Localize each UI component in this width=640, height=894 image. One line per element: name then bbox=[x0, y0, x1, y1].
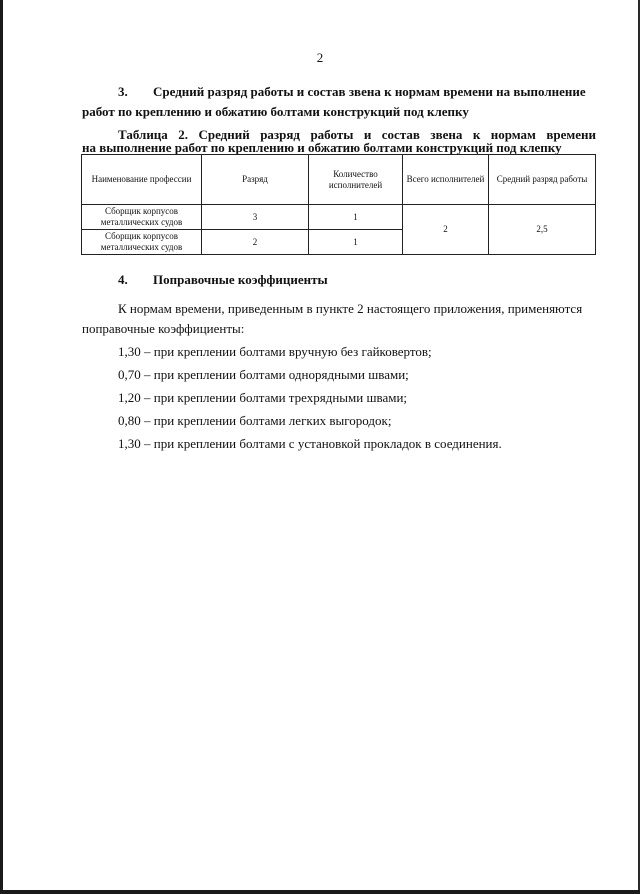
coefficient-item: 1,20 – при креплении болтами трехрядными швами; bbox=[118, 390, 408, 405]
section-4-intro-line1: К нормам времени, приведенным в пункте 2 настоящего приложения, применяются bbox=[118, 301, 583, 316]
crew-composition-table bbox=[81, 154, 596, 255]
cell-count: 1 bbox=[309, 230, 403, 255]
cell-profession: Сборщик корпусов металлических судов bbox=[82, 205, 202, 230]
page-number: 2 bbox=[316, 50, 324, 65]
section-3-number: 3. bbox=[118, 84, 128, 99]
section-3-title-line2: работ по креплению и обжатию болтами конструкций под клепку bbox=[82, 104, 469, 119]
table-header-row bbox=[82, 155, 596, 205]
cell-count: 1 bbox=[309, 205, 403, 230]
header-grade: Разряд bbox=[202, 155, 309, 205]
cell-total: 2 bbox=[403, 205, 489, 255]
header-avg-grade: Средний разряд работы bbox=[489, 155, 596, 205]
cell-avg-grade: 2,5 bbox=[489, 205, 596, 255]
table-caption-line1: Таблица 2. Средний разряд работы и состав звена к нормам времени bbox=[118, 127, 596, 142]
coefficient-item: 0,70 – при креплении болтами однорядными швами; bbox=[118, 367, 409, 382]
cell-profession: Сборщик корпусов металлических судов bbox=[82, 230, 202, 255]
cell-grade: 3 bbox=[202, 205, 309, 230]
scan-edge-bottom bbox=[0, 890, 640, 894]
section-3-title-line1: Средний разряд работы и состав звена к нормам времени на выполнение bbox=[153, 84, 586, 99]
coefficient-item: 0,80 – при креплении болтами легких выгородок; bbox=[118, 413, 392, 428]
header-count: Количество исполнителей bbox=[309, 155, 403, 205]
header-total: Всего исполнителей bbox=[403, 155, 489, 205]
table-row bbox=[82, 205, 596, 230]
coefficient-item: 1,30 – при креплении болтами вручную без гайковертов; bbox=[118, 344, 432, 359]
cell-grade: 2 bbox=[202, 230, 309, 255]
section-4-intro-line2: поправочные коэффициенты: bbox=[82, 321, 245, 336]
table-caption-line2: на выполнение работ по креплению и обжатию болтами конструкций под клепку bbox=[82, 140, 562, 155]
section-4-number: 4. bbox=[118, 272, 128, 287]
scan-edge-left bbox=[0, 0, 3, 894]
header-profession: Наименование профессии bbox=[82, 155, 202, 205]
section-4-title: Поправочные коэффициенты bbox=[153, 272, 328, 287]
coefficient-item: 1,30 – при креплении болтами с установкой прокладок в соединения. bbox=[118, 436, 502, 451]
